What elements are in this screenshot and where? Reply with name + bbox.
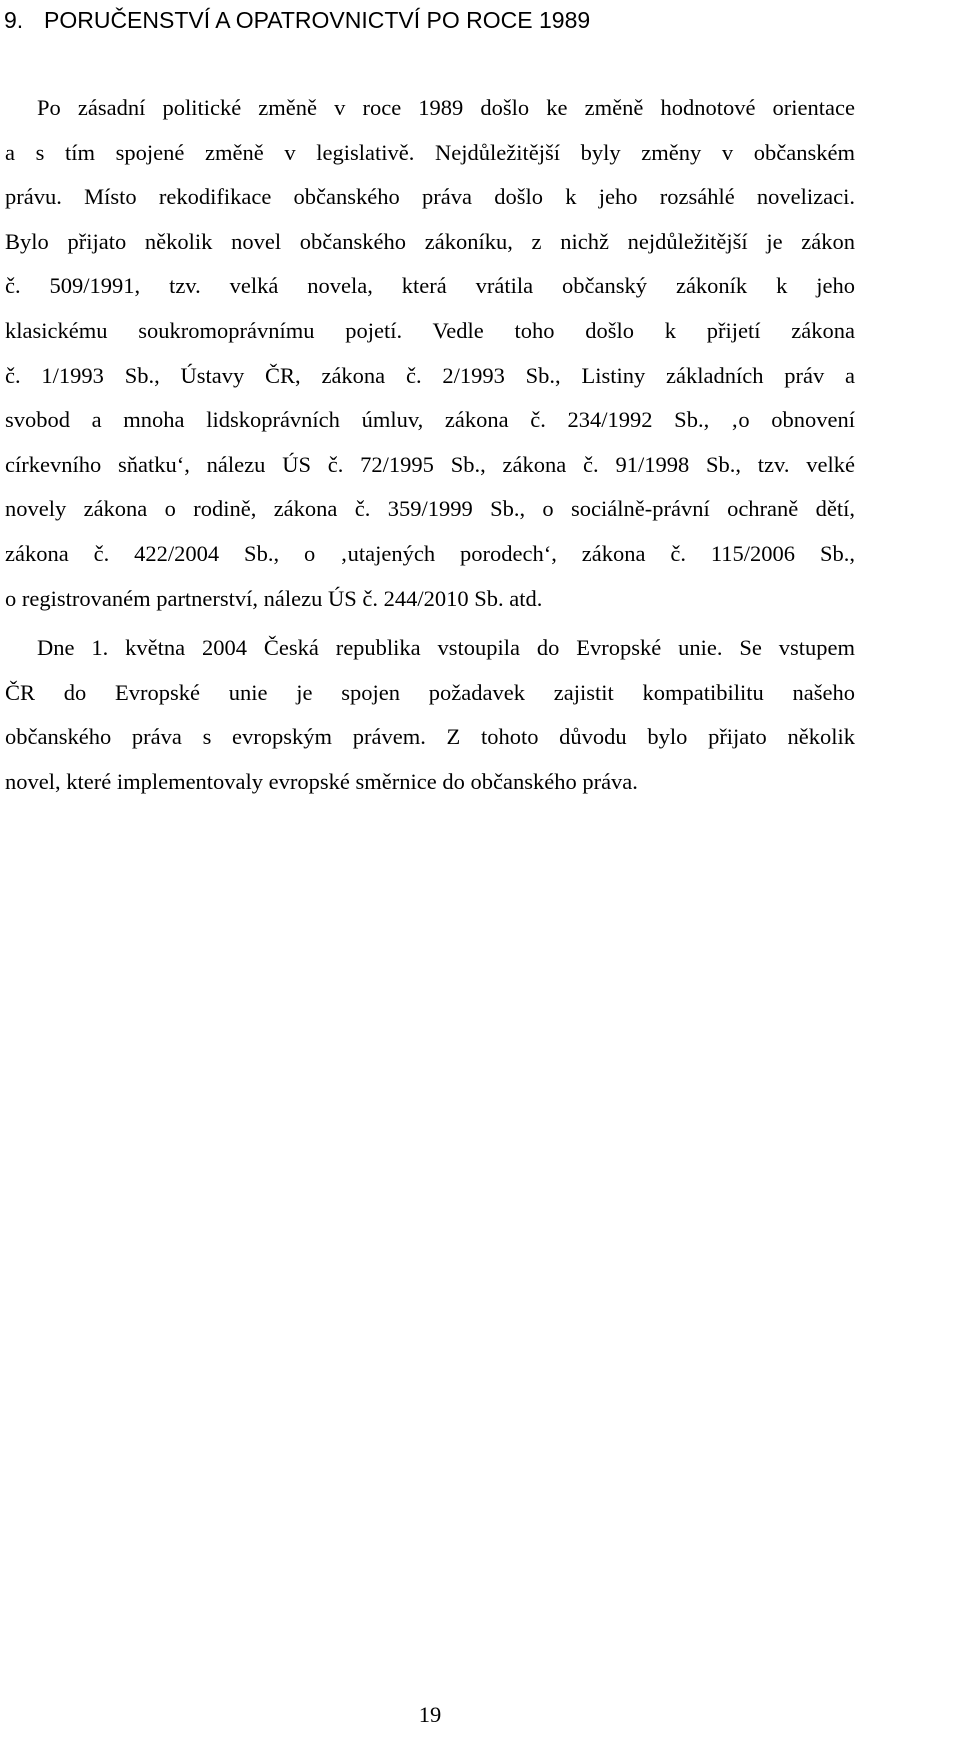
text-line: zákona č. 422/2004 Sb., o ‚utajených porodech‘, zákona č. 115/2006 Sb., [5, 540, 855, 566]
text-line: č. 509/1991, tzv. velká novela, která vrátila občanský zákoník k jeho [5, 273, 855, 299]
text-line: církevního sňatku‘, nálezu ÚS č. 72/1995 Sb., zákona č. 91/1998 Sb., tzv. velké [5, 451, 855, 477]
text-line: občanského práva s evropským právem. Z tohoto důvodu bylo přijato několik [5, 724, 855, 750]
text-line: č. 1/1993 Sb., Ústavy ČR, zákona č. 2/1993 Sb., Listiny základních práv a [5, 362, 855, 388]
text-line: o registrovaném partnerství, nálezu ÚS č. 244/2010 Sb. atd. [5, 585, 543, 611]
text-line: svobod a mnoha lidskoprávních úmluv, zákona č. 234/1992 Sb., ‚o obnovení [5, 407, 855, 433]
text-line: klasickému soukromoprávnímu pojetí. Vedle toho došlo k přijetí zákona [5, 317, 855, 343]
text-line: právu. Místo rekodifikace občanského práva došlo k jeho rozsáhlé novelizaci. [5, 184, 855, 210]
chapter-number: 9. [4, 7, 24, 33]
text-line: novely zákona o rodině, zákona č. 359/1999 Sb., o sociálně-právní ochraně dětí, [5, 496, 855, 522]
chapter-heading [4, 2, 944, 38]
text-line: Bylo přijato několik novel občanského zákoníku, z nichž nejdůležitější je zákon [5, 228, 855, 254]
text-line: ČR do Evropské unie je spojen požadavek zajistit kompatibilitu našeho [5, 679, 855, 705]
text-line: a s tím spojené změně v legislativě. Nejdůležitější byly změny v občanském [5, 139, 855, 165]
page-number: 19 [418, 1702, 442, 1727]
text-line: Dne 1. května 2004 Česká republika vstoupila do Evropské unie. Se vstupem [37, 635, 855, 660]
paragraph-1 [5, 86, 855, 621]
paragraph-2 [5, 626, 855, 804]
text-line: Po zásadní politické změně v roce 1989 došlo ke změně hodnotové orientace [37, 95, 855, 120]
chapter-title: PORUČENSTVÍ A OPATROVNICTVÍ PO ROCE 1989 [44, 7, 591, 33]
text-line: novel, které implementovaly evropské směrnice do občanského práva. [5, 768, 638, 794]
